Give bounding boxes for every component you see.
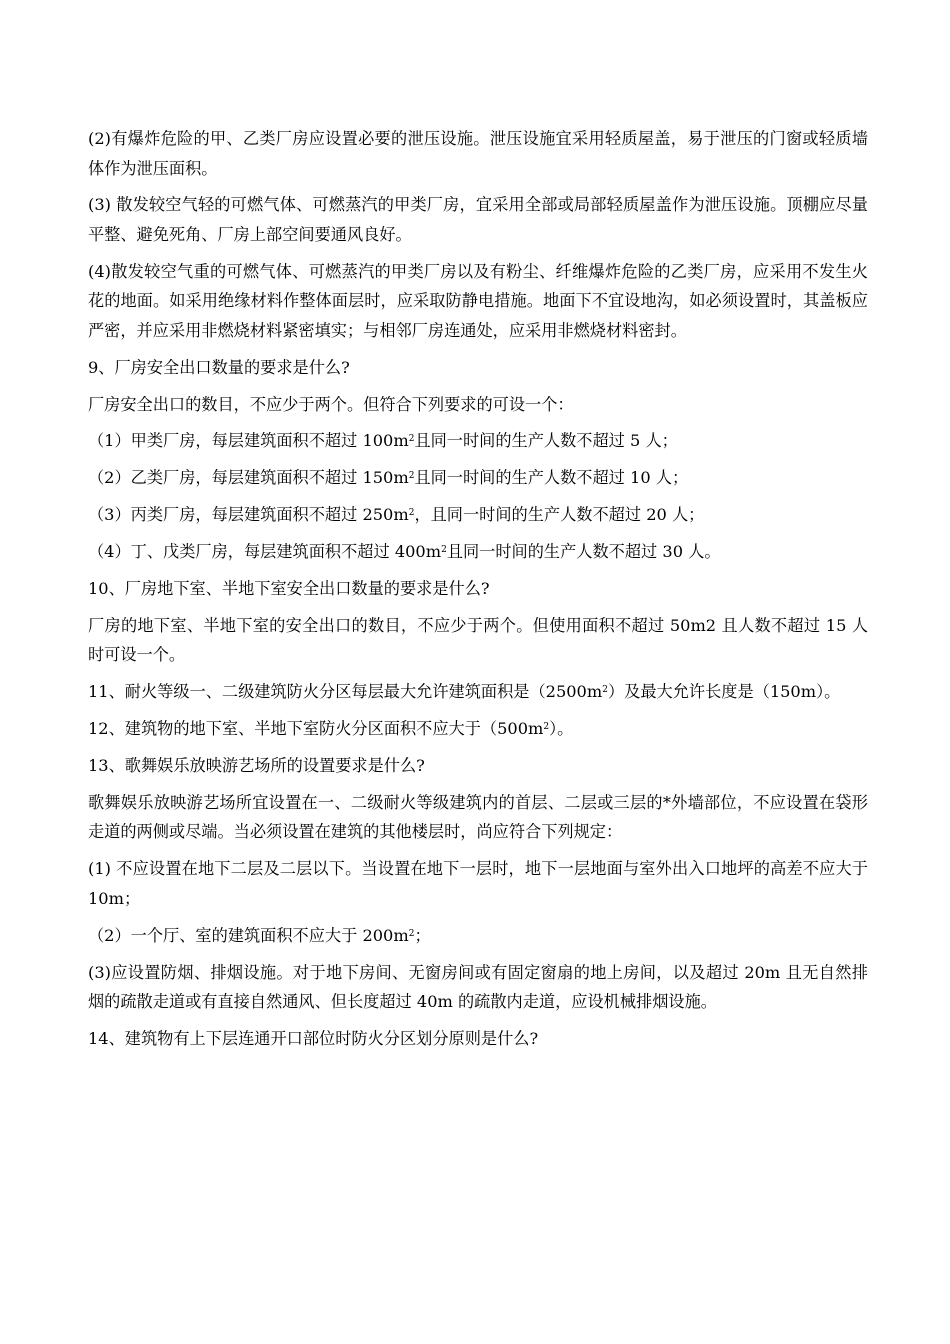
- superscript: 2: [441, 545, 447, 556]
- paragraph: (3)应设置防烟、排烟设施。对于地下房间、无窗房间或有固定窗扇的地上房间，以及超过 20m 且无自然排烟的疏散走道或有直接自然通风、但长度超过 40m 的疏散内走道，应设机械排烟设施。: [88, 962, 868, 1012]
- question-heading: 12、建筑物的地下室、半地下室防火分区面积不应大于$(500m^2)$。: [88, 719, 574, 739]
- question-heading: 10、厂房地下室、半地下室安全出口数量的要求是什么?: [88, 579, 490, 599]
- list-item: （3）丙类厂房，每层建筑面积不超过 $250m^2$，且同一时间的生产人数不超过 20 人；: [88, 505, 705, 525]
- paragraph: 厂房的地下室、半地下室的安全出口的数目，不应少于两个。但使用面积不超过 50m2 且人数不超过 15 人时可设一个。: [88, 615, 868, 665]
- paragraph: 歌舞娱乐放映游艺场所宜设置在一、二级耐火等级建筑内的首层、二层或三层的*外墙部位，不应设置在袋形走道的两侧或尽端。当必须设置在建筑的其他楼层时，尚应符合下列规定：: [88, 792, 868, 842]
- paragraph: (1) 不应设置在地下二层及二层以下。当设置在地下一层时，地下一层地面与室外出入口地坪的高差不应大于 10m；: [88, 859, 868, 908]
- paragraph: (4)散发较空气重的可燃气体、可燃蒸汽的甲类厂房以及有粉尘、纤维爆炸危险的乙类厂房，应采用不发生火花的地面。如采用绝缘材料作整体面层时，应采取防静电措施。地面下不宜设地沟，如必须设置时，其盖板应严密，并应采用非燃烧材料紧密填实；与相邻厂房连通处，应采用非燃烧材料密封。: [88, 261, 868, 340]
- document-body: [88, 124, 868, 1061]
- superscript: 2: [408, 508, 415, 519]
- paragraph: (3) 散发较空气轻的可燃气体、可燃蒸汽的甲类厂房，宜采用全部或局部轻质屋盖作为泄压设施。顶棚应尽量平整、避免死角、厂房上部空间要通风良好。: [88, 195, 868, 244]
- question-heading: 11、耐火等级一、二级建筑防火分区每层最大允许建筑面积是$(2500m^2)$及最大允许长度是（150m）。: [88, 682, 841, 702]
- list-item: （4）丁、戊类厂房，每层建筑面积不超过 $400m^2$且同一时间的生产人数不超过 30 人。: [88, 542, 721, 562]
- paragraph: 厂房安全出口的数目，不应少于两个。但符合下列要求的可设一个：: [88, 394, 574, 414]
- superscript: 2: [602, 685, 608, 696]
- paragraph: (2)有爆炸危险的甲、乙类厂房应设置必要的泄压设施。泄压设施宜采用轻质屋盖，易于泄压的门窗或轻质墙体作为泄压面积。: [88, 129, 868, 178]
- superscript: 2: [408, 928, 415, 939]
- question-heading: 14、建筑物有上下层连通开口部位时防火分区划分原则是什么?: [88, 1029, 539, 1049]
- list-item: （2）乙类厂房，每层建筑面积不超过 $150m^2$且同一时间的生产人数不超过 10 人；: [88, 468, 689, 488]
- list-item: （2）一个厅、室的建筑面积不应大于 $200m^2$；: [88, 925, 431, 945]
- list-item: （1）甲类厂房，每层建筑面积不超过 $100m^2$且同一时间的生产人数不超过 5 人；: [88, 431, 678, 451]
- superscript: 2: [408, 434, 415, 445]
- question-heading: 13、歌舞娱乐放映游艺场所的设置要求是什么?: [88, 756, 425, 776]
- superscript: 2: [408, 471, 415, 482]
- superscript: 2: [543, 722, 550, 733]
- question-heading: 9、厂房安全出口数量的要求是什么?: [88, 357, 350, 377]
